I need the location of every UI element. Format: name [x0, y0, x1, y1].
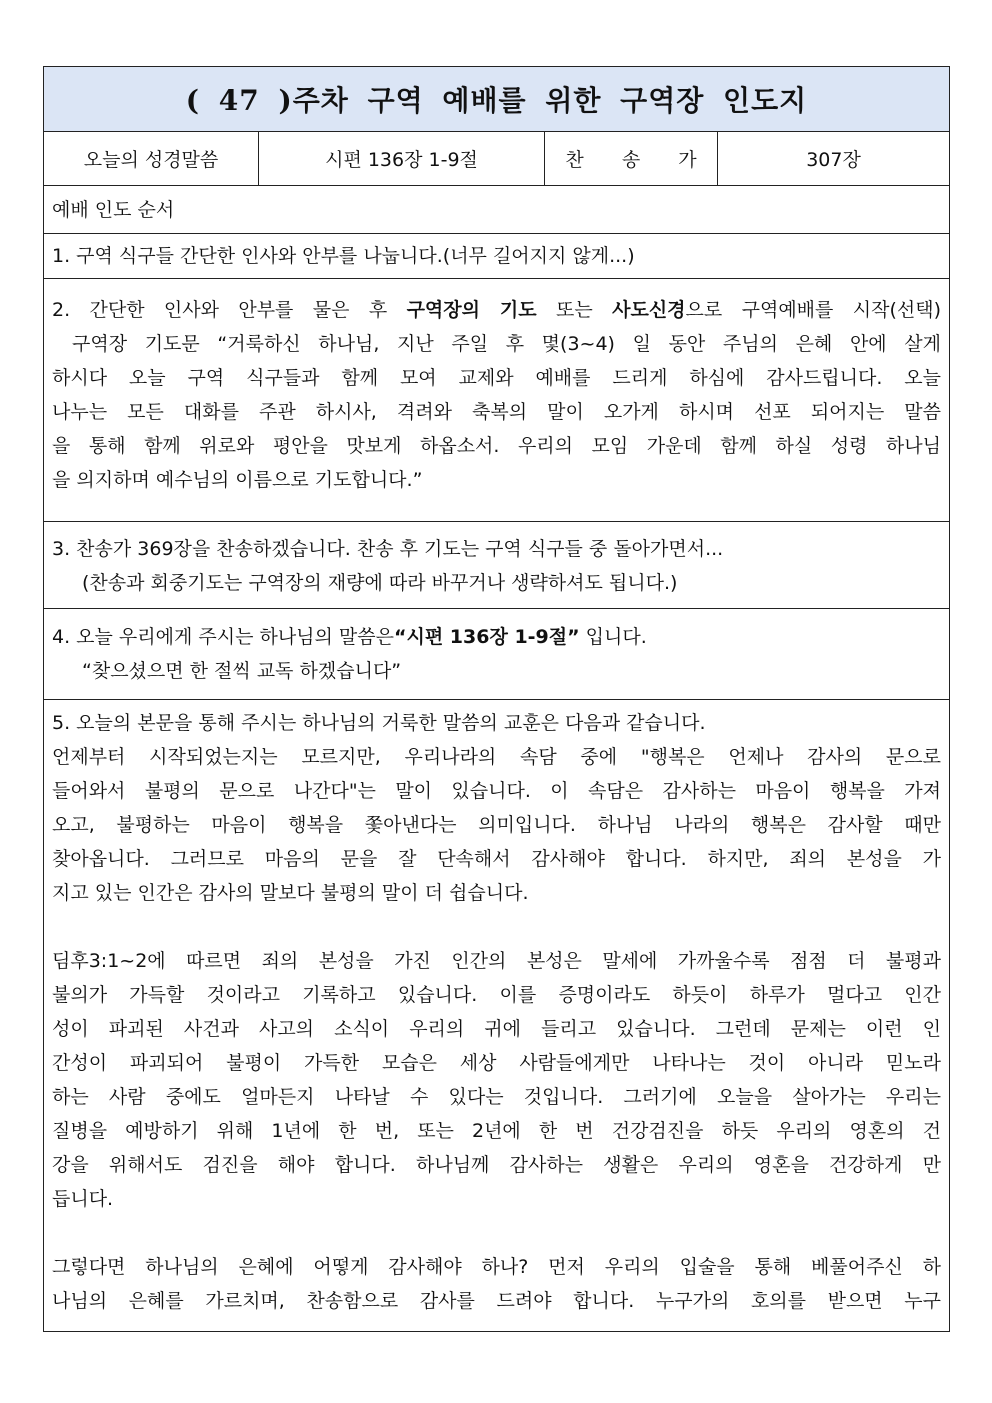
para-3-line: 그렇다면 하나님의 은혜에 어떻게 감사해야 하나? 먼저 우리의 입술을 통해 베풀어주신 하 — [52, 1256, 941, 1278]
scripture-label: 오늘의 성경말씀 — [44, 132, 259, 185]
step-2 — [44, 279, 949, 522]
step-5 — [44, 700, 949, 1318]
step-2-pre: 2. 간단한 인사와 안부를 물은 후 — [52, 299, 407, 321]
step-5-heading: 5. 오늘의 본문을 통해 주시는 하나님의 거룩한 말씀의 교훈은 다음과 같습니다. — [52, 712, 706, 734]
step-1: 1. 구역 식구들 간단한 인사와 안부를 나눕니다.(너무 길어지지 않게...) — [44, 234, 949, 279]
step-3-line-2: (찬송과 회중기도는 구역장의 재량에 따라 바꾸거나 생략하셔도 됩니다.) — [82, 572, 678, 594]
prayer-line: 구역장 기도문 “거룩하신 하나님, 지난 주일 후 몇(3~4) 일 동안 주님의 은혜 안에 살게 — [72, 333, 941, 355]
para-1-line: 오고, 불평하는 마음이 행복을 쫓아낸다는 의미입니다. 하나님 나라의 행복은 감사할 때만 — [52, 814, 941, 836]
step-2-mid: 또는 — [536, 299, 613, 321]
step-3-line-1: 3. 찬송가 369장을 찬송하겠습니다. 찬송 후 기도는 구역 식구들 중 돌아가면서... — [52, 538, 724, 560]
step-4 — [44, 609, 949, 700]
page-title: ( 47 )주차 구역 예배를 위한 구역장 인도지 — [44, 67, 949, 132]
para-2-line: 딤후3:1~2에 따르면 죄의 본성을 가진 인간의 본성은 말세에 가까울수록 점점 더 불평과 — [52, 950, 941, 972]
order-heading: 예배 인도 순서 — [44, 186, 949, 234]
prayer-line: 하시다 오늘 구역 식구들과 함께 모여 교제와 예배를 드리게 하심에 감사드립니다. 오늘 — [52, 367, 941, 389]
para-2-line: 간성이 파괴되어 불평이 가득한 모습은 세상 사람들에게만 나타나는 것이 아니라 믿노라 — [52, 1052, 941, 1074]
step-2-bold-prayer: 구역장의 기도 — [406, 299, 537, 321]
para-2-line: 성이 파괴된 사건과 사고의 소식이 우리의 귀에 들리고 있습니다. 그런데 문제는 이런 인 — [52, 1018, 941, 1040]
step-2-post: 으로 구역예배를 시작(선택) — [685, 299, 941, 321]
prayer-line: 나누는 모든 대화를 주관 하시사, 격려와 축복의 말이 오가게 하시며 선포 되어지는 말씀 — [52, 401, 941, 423]
worship-guide-table — [43, 66, 950, 1332]
scripture-value: 시편 136장 1-9절 — [259, 132, 545, 185]
para-1-line: 찾아옵니다. 그러므로 마음의 문을 잘 단속해서 감사해야 합니다. 하지만, 죄의 본성을 가 — [52, 848, 941, 870]
para-2-line: 질병을 예방하기 위해 1년에 한 번, 또는 2년에 한 번 건강검진을 하듯 우리의 영혼의 건 — [52, 1120, 941, 1142]
para-1-line: 지고 있는 인간은 감사의 말보다 불평의 말이 더 쉽습니다. — [52, 882, 529, 904]
step-3 — [44, 522, 949, 609]
step-4-scripture-ref: “시편 136장 1-9절” — [394, 626, 580, 648]
step-4-line-2: “찾으셨으면 한 절씩 교독 하겠습니다” — [82, 660, 402, 682]
para-2-line: 하는 사람 중에도 얼마든지 나타날 수 있다는 것입니다. 그러기에 오늘을 살아가는 우리는 — [52, 1086, 941, 1108]
paragraph-gap — [52, 910, 941, 944]
step-2-bold-creed: 사도신경 — [612, 299, 686, 321]
para-1-line: 언제부터 시작되었는지는 모르지만, 우리나라의 속담 중에 "행복은 언제나 감사의 문으로 — [52, 746, 941, 768]
hymn-label: 찬 송 가 — [545, 132, 718, 185]
step-2-intro — [52, 293, 941, 327]
step-4-post: 입니다. — [579, 626, 647, 648]
step-4-line-1 — [52, 620, 941, 654]
para-2-line: 불의가 가득할 것이라고 기록하고 있습니다. 이를 증명이라도 하듯이 하루가 멀다고 인간 — [52, 984, 941, 1006]
prayer-line: 을 통해 함께 위로와 평안을 맛보게 하옵소서. 우리의 모임 가운데 함께 하실 성령 하나님 — [52, 435, 941, 457]
paragraph-gap — [52, 1216, 941, 1250]
para-2-line: 강을 위해서도 검진을 해야 합니다. 하나님께 감사하는 생활은 우리의 영혼을 건강하게 만 — [52, 1154, 941, 1176]
info-row — [44, 132, 949, 186]
para-1-line: 들어와서 불평의 문으로 나간다"는 말이 있습니다. 이 속담은 감사하는 마음이 행복을 가져 — [52, 780, 941, 802]
prayer-line: 을 의지하며 예수님의 이름으로 기도합니다.” — [52, 469, 423, 491]
step-4-pre: 4. 오늘 우리에게 주시는 하나님의 말씀은 — [52, 626, 394, 648]
para-3-line: 나님의 은혜를 가르치며, 찬송함으로 감사를 드려야 합니다. 누구가의 호의를 받으면 누구 — [52, 1290, 941, 1312]
para-2-line: 듭니다. — [52, 1188, 114, 1210]
hymn-value: 307장 — [806, 149, 861, 171]
